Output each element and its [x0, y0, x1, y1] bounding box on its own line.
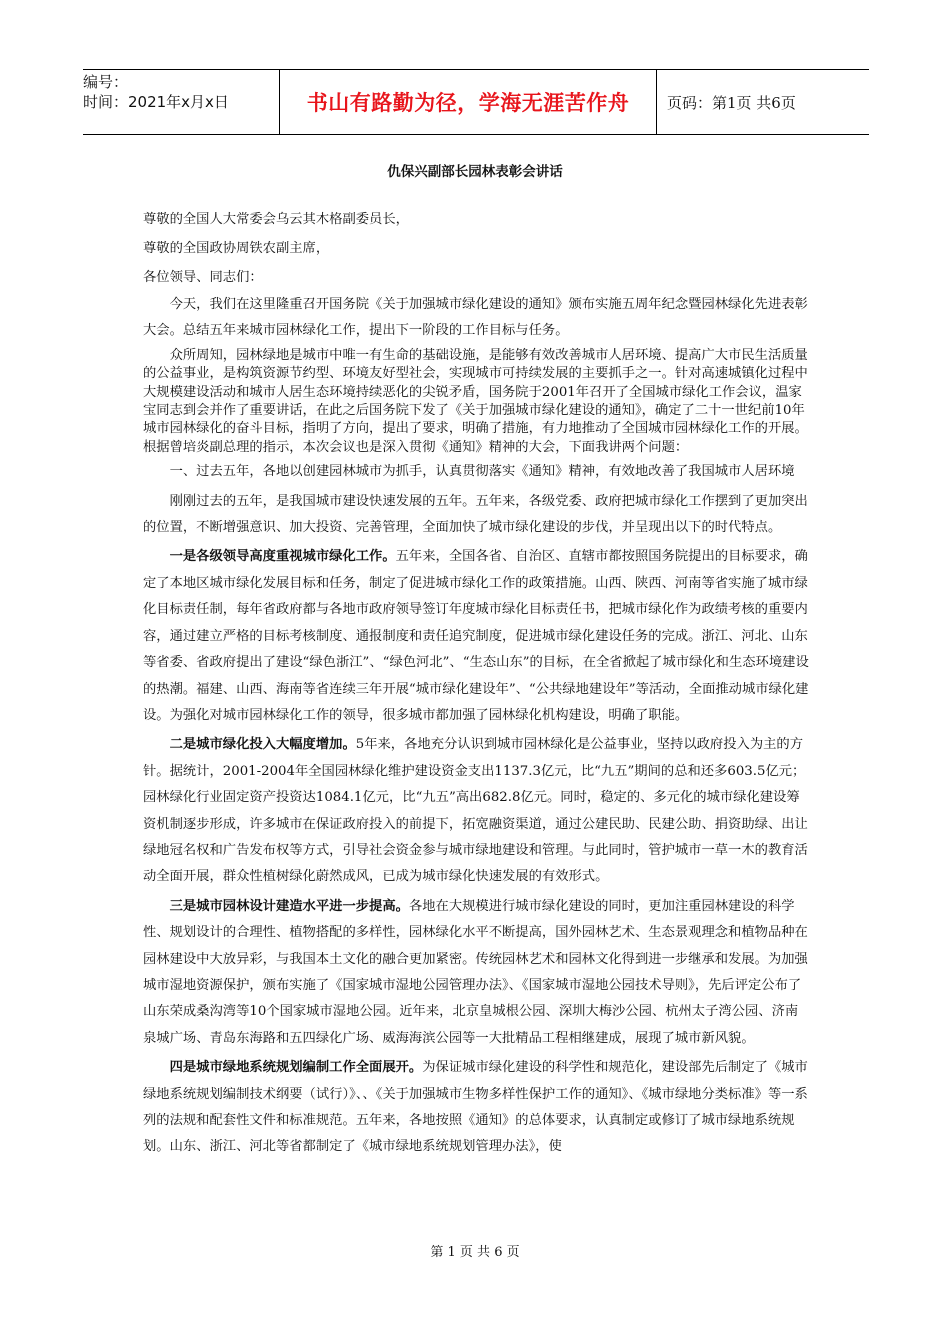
point-1-lead: 一是各级领导高度重视城市绿化工作。 [169, 549, 396, 565]
point-3-lead: 三是城市园林设计建造水平进一步提高。 [169, 898, 409, 914]
section-heading-1: 一、过去五年，各地以创建园林城市为抓手，认真贯彻落实《通知》精神，有效地改善了我国城市人居环境 [169, 464, 795, 480]
paragraph-overview: 刚刚过去的五年，是我国城市建设快速发展的五年。五年来，各级党委、政府把城市绿化工作摆到了更加突出的位置，不断增强意识、加大投资、完善管理，全面加快了城市绿化建设的步伐，并呈现出以下的时代特点。 [143, 493, 808, 536]
document-number-label: 编号： [83, 73, 129, 91]
document-body [143, 205, 809, 1161]
salutation-line: 尊敬的全国政协周铁农副主席， [143, 241, 330, 256]
paragraph-point-4 [143, 1055, 809, 1161]
paragraph-point-2 [143, 732, 809, 890]
paragraph-point-3 [143, 894, 809, 1052]
salutation-line: 各位领导、同志们： [143, 270, 263, 285]
point-4-text: 为保证城市绿化建设的科学性和规范化，建设部先后制定了《城市绿地系统规划编制技术纲要（试行）》、、《关于加强城市生物多样性保护工作的通知》、《城市绿地分类标准》等一系列的法规和配套性文件和标准规范。五年来，各地按照《通知》的总体要求，认真制定或修订了城市绿地系统规划。山东、浙江、河北等省都制定了《城市绿地系统规划管理办法》，使 [143, 1060, 808, 1155]
point-4-lead: 四是城市绿地系统规划编制工作全面展开。 [169, 1060, 423, 1076]
document-title: 仇保兴副部长园林表彰会讲话 [387, 164, 563, 180]
page-footer: 第 1 页 共 6 页 [430, 1245, 520, 1260]
header-meta [83, 70, 280, 134]
salutation-line: 尊敬的全国人大常委会乌云其木格副委员长， [143, 212, 409, 227]
header-motto: 书山有路勤为径，学海无涯苦作舟 [280, 70, 657, 134]
document-time-label: 时间：2021年x月x日 [83, 93, 229, 111]
paragraph-intro: 今天，我们在这里隆重召开国务院《关于加强城市绿化建设的通知》颁布实施五周年纪念暨园林绿化先进表彰大会。总结五年来城市园林绿化工作，提出下一阶段的工作目标与任务。 [143, 297, 808, 339]
point-2-lead: 二是城市绿化投入大幅度增加。 [169, 737, 356, 753]
paragraph-point-1 [143, 544, 809, 729]
point-1-text: 五年来，全国各省、自治区、直辖市都按照国务院提出的目标要求，确定了本地区城市绿化发展目标和任务，制定了促进城市绿化工作的政策措施。山西、陕西、河南等省实施了城市绿化目标责任制，每年省政府都与各地市政府领导签订年度城市绿化目标责任书，把城市绿化作为政绩考核的重要内容，通过建立严格的目标考核制度、通报制度和责任追究制度，促进城市绿化建设任务的完成。浙江、河北、山东等省委、省政府提出了建设“绿色浙江”、“绿色河北”、“生态山东”的目标，在全省掀起了城市绿化和生态环境建设的热潮。福建、山西、海南等省连续三年开展“城市绿化建设年”、“公共绿地建设年”等活动，全面推动城市绿化建设。为强化对城市园林绿化工作的领导，很多城市都加强了园林绿化机构建设，明确了职能。 [143, 549, 809, 723]
paragraph-background: 众所周知，园林绿地是城市中唯一有生命的基础设施，是能够有效改善城市人居环境、提高广大市民生活质量的公益事业，是构筑资源节约型、环境友好型社会，实现城市可持续发展的主要抓手之一。针对高速城镇化过程中大规模建设活动和城市人居生态环境持续恶化的尖锐矛盾，国务院于2001年召开了全国城市绿化工作会议，温家宝同志到会并作了重要讲话，在此之后国务院下发了《关于加强城市绿化建设的通知》，确定了二十一世纪前10年城市园林绿化的奋斗目标，指明了方向，提出了要求，明确了措施，有力地推动了全国城市园林绿化工作的开展。根据曾培炎副总理的指示，本次会议也是深入贯彻《通知》精神的大会，下面我讲两个问题： [143, 347, 808, 455]
header-page-label: 页码：第1页 共6页 [667, 93, 796, 112]
document-header [83, 69, 869, 135]
point-2-text: 5年来，各地充分认识到城市园林绿化是公益事业，坚持以政府投入为主的方针。据统计，2001-2004年全国园林绿化维护建设资金支出1137.3亿元，比“九五”期间的总和还多603.5亿元；园林绿化行业固定资产投资达1084.1亿元，比“九五”高出682.8亿元。同时，稳定的、多元化的城市绿化建设筹资机制逐步形成，许多城市在保证政府投入的前提下，拓宽融资渠道，通过公建民助、民建公助、捐资助绿、出让绿地冠名权和广告发布权等方式，引导社会资金参与城市绿地建设和管理。与此同时，管护城市一草一木的教育活动全面开展，群众性植树绿化蔚然成风，已成为城市绿化快速发展的有效形式。 [143, 737, 808, 885]
point-3-text: 各地在大规模进行城市绿化建设的同时，更加注重园林建设的科学性、规划设计的合理性、植物搭配的多样性，园林绿化水平不断提高，国外园林艺术、生态景观理念和植物品种在园林建设中大放异彩，与我国本土文化的融合更加紧密。传统园林艺术和园林文化得到进一步继承和发展。为加强城市湿地资源保护，颁布实施了《国家城市湿地公园管理办法》、《国家城市湿地公园技术导则》，先后评定公布了山东荣成桑沟湾等10个国家城市湿地公园。近年来，北京皇城根公园、深圳大梅沙公园、杭州太子湾公园、济南泉城广场、青岛东海路和五四绿化广场、威海海滨公园等一大批精品工程相继建成，展现了城市新风貌。 [143, 898, 808, 1046]
